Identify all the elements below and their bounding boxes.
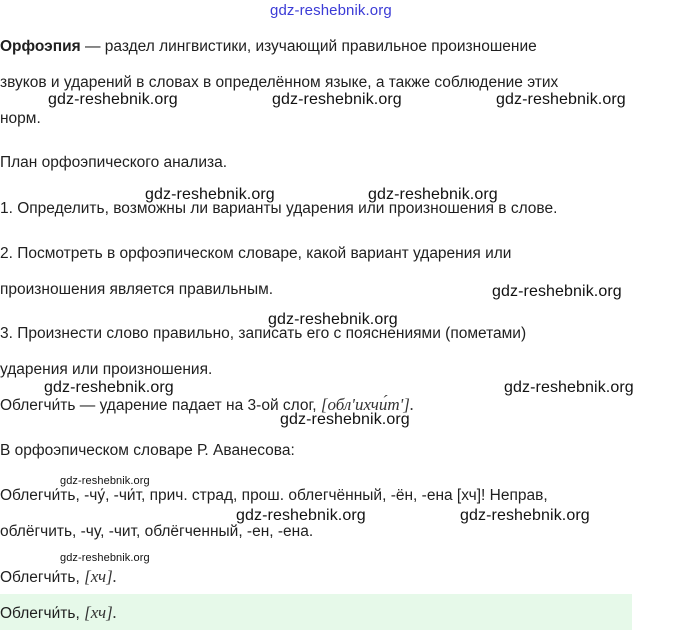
definition-line-2: звуков и ударений в словах в определённом языке, а также соблюдение этих — [0, 74, 559, 91]
watermark: gdz-reshebnik.org — [492, 283, 622, 300]
plan-step-3-line-1: 3. Произнести слово правильно, записать его с пояснениями (пометами) — [0, 325, 527, 342]
plan-title: План орфоэпического анализа. — [0, 154, 228, 171]
watermark: gdz-reshebnik.org — [368, 186, 498, 203]
term-orfoepiya: Орфоэпия — [0, 38, 81, 55]
plan-step-2-line-2: произношения является правильным. — [0, 281, 274, 298]
watermark: gdz-reshebnik.org — [280, 411, 410, 428]
watermark: gdz-reshebnik.org — [236, 507, 366, 524]
dictionary-entry-line-1: Облегчи́ть, -чу́, -чи́т, прич. страд, прош. облегчённый, -ён, -ена [хч]! Неправ, — [0, 487, 548, 504]
watermark: gdz-reshebnik.org — [268, 311, 398, 328]
final-transcription: [хч]. — [84, 603, 117, 622]
plan-step-2-line-1: 2. Посмотреть в орфоэпическом словаре, какой вариант ударения или — [0, 245, 512, 262]
definition-line-3: норм. — [0, 110, 41, 127]
watermark: gdz-reshebnik.org — [496, 91, 626, 108]
watermark-small: gdz-reshebnik.org — [60, 552, 150, 564]
watermark: gdz-reshebnik.org — [44, 379, 174, 396]
watermark: gdz-reshebnik.org — [48, 91, 178, 108]
final-word: Облегчи́ть, — [0, 605, 85, 622]
final-answer-line — [0, 603, 117, 623]
plan-step-1: 1. Определить, возможны ли варианты ударения или произношения в слове. — [0, 200, 558, 217]
transcription: [обл'ихчи́т']. — [320, 395, 415, 414]
answer-word: Облегчи́ть, — [0, 569, 85, 586]
watermark: gdz-reshebnik.org — [460, 507, 590, 524]
watermark: gdz-reshebnik.org — [504, 379, 634, 396]
definition-text: — раздел лингвистики, изучающий правильное произношение — [80, 38, 537, 55]
dictionary-entry-line-2: облёгчить, -чу, -чит, облёгченный, -ен, -ена. — [0, 523, 314, 540]
watermark-top: gdz-reshebnik.org — [270, 2, 392, 19]
watermark: gdz-reshebnik.org — [145, 186, 275, 203]
watermark-small: gdz-reshebnik.org — [60, 475, 150, 487]
plan-step-3-line-2: ударения или произношения. — [0, 361, 213, 378]
answer-transcription: [хч]. — [84, 567, 117, 586]
watermark: gdz-reshebnik.org — [272, 91, 402, 108]
dictionary-title: В орфоэпическом словаре Р. Аванесова: — [0, 442, 295, 459]
stress-analysis-text: Облегчи́ть — ударение падает на 3-ой слог, — [0, 397, 321, 414]
answer-line — [0, 567, 117, 587]
definition-line-1 — [0, 38, 537, 56]
